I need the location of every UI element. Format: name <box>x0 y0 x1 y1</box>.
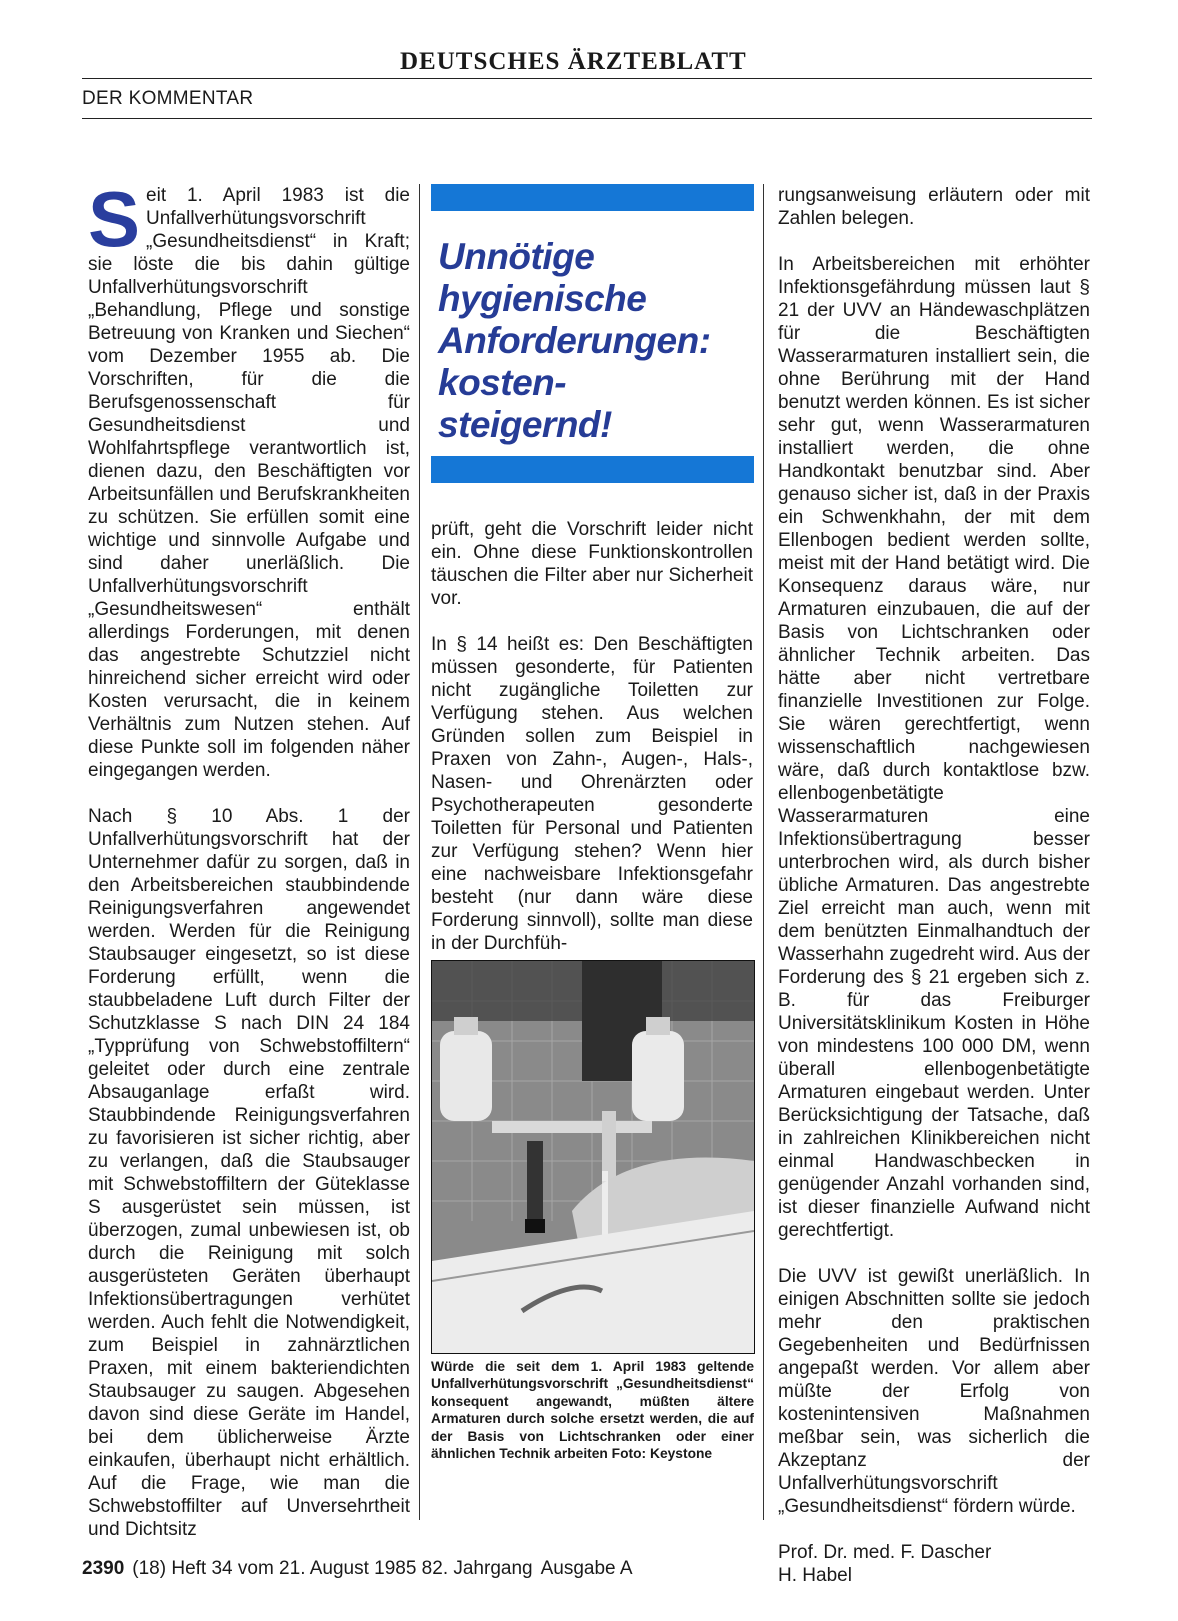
paragraph: In § 14 heißt es: Den Beschäftigten müssen gesonderte, für Patienten nicht zugängliche Toiletten zur Verfügung stehen. Aus welchen Gründen sollen zum Beispiel in Praxen von Zahn-, Augen-, Hals-, Nasen- und Ohrenärzten oder Psychotherapeuten gesonderte Toiletten für Personal und Patienten zur Verfügung stehen? Wenn hier eine nachweisbare Infektionsgefahr besteht (nur dann wäre diese Forderung sinnvoll), sollte man diese in der Durchfüh- <box>431 634 753 954</box>
paragraph: Die UVV ist gewißt unerläßlich. In einigen Abschnitten sollte sie jedoch mehr den praktischen Gegebenheiten und Bedürfnissen angepaßt werden. Vor allem aber müßte der Erfolg von kostenintensiven Maßnahmen meßbar sein, was sicherlich die Akzeptanz der Unfallverhütungsvorschrift „Gesundheitsdienst“ fördern würde. <box>778 1266 1090 1517</box>
header-rule <box>82 78 1092 79</box>
drop-cap: S <box>88 175 141 263</box>
headline-line: hygienische <box>438 278 647 319</box>
author-name: Prof. Dr. med. F. Dascher <box>778 1542 992 1563</box>
paragraph: In Arbeitsbereichen mit erhöhter Infektionsgefährdung müssen laut § 21 der UVV an Händewaschplätzen für die Beschäftigten Wasserarmaturen installiert sein, die ohne Berührung mit der Hand benutzt werden können. Es ist sicher sehr gut, wenn Wasserarmaturen installiert werden, die ohne Handkontakt benutzbar sind. Aber genauso sicher ist, daß in der Praxis ein Schwenkhahn, der mit dem Ellenbogen bedient werden sollte, meist mit der Hand betätigt wird. Die Konsequenz daraus wäre, nur Armaturen einzubauen, die auf der Basis von Lichtschranken oder ähnlicher Technik arbeiten. Das hätte aber nicht vertretbare finanzielle Investitionen zur Folge. Sie wären gerechtfertigt, wenn wissenschaftlich nachgewiesen wäre, daß durch kontaktlose bzw. ellenbogenbetätigte Wasserarmaturen eine Infektionsübertragung besser unterbrochen wird, als durch bisher übliche Armaturen. Das angestrebte Ziel erreicht man auch, wenn mit dem benützten Einmalhandtuch der Wasserhahn zugedreht wird. Aus der Forderung des § 21 ergeben sich z. B. für das Freiburger Universitätsklinikum Kosten in Höhe von mindestens 100 000 DM, wenn überall ellenbogenbetätigte Armaturen eingebaut werden. Unter Berücksichtigung der Tatsache, daß in zahlreichen Klinikbereichen nicht einmal Handwaschbecken in genügender Anzahl vorhanden sind, ist dieser finanzielle Aufwand nicht gerechtfertigt. <box>778 254 1090 1241</box>
author-name: H. Habel <box>778 1565 852 1586</box>
headline-line: Anforderungen: <box>438 320 711 361</box>
article-photo <box>431 960 755 1354</box>
section-rule <box>82 118 1092 119</box>
headline-line: steigernd! <box>438 404 612 445</box>
paragraph: rungsanweisung erläutern oder mit Zahlen belegen. <box>778 185 1090 229</box>
page-footer <box>82 1558 633 1580</box>
masthead: DEUTSCHES ÄRZTEBLATT <box>400 48 747 75</box>
washbasin-photo <box>432 961 754 1353</box>
paragraph: prüft, geht die Vorschrift leider nicht ein. Ohne diese Funktionskontrollen täuschen die Filter aber nur Sicherheit vor. <box>431 519 753 609</box>
paragraph-text: eit 1. April 1983 ist die Unfallverhütungsvorschrift „Gesundheitsdienst“ in Kraft; sie löste die bis dahin gültige Unfallverhütungsvorschrift „Behandlung, Pflege und sonstige Betreuung von Kranken und Siechen“ vom Dezember 1955 ab. Die Vorschriften, für die die Berufsgenossenschaft für Gesundheitsdienst und Wohlfahrtspflege verantwortlich ist, dienen dazu, den Beschäftigten vor Arbeitsunfällen und Berufskrankheiten zu schützen. Sie erfüllen somit eine wichtige und sinnvolle Aufgabe und sind daher unerläßlich. Die Unfallverhütungsvorschrift „Gesundheitswesen“ enthält allerdings Forderungen, mit denen das angestrebte Schutzziel nicht hinreichend sicher erreicht wird oder Kosten verursacht, die in keinem Verhältnis zum Nutzen stehen. Auf diese Punkte soll im folgenden näher eingegangen werden. <box>88 185 410 781</box>
paragraph: Nach § 10 Abs. 1 der Unfallverhütungsvorschrift hat der Unternehmer dafür zu sorgen, daß in den Arbeitsbereichen staubbindende Reinigungsverfahren angewendet werden. Werden für die Reinigung Staubsauger eingesetzt, so ist diese Forderung erfüllt, wenn die staubbeladene Luft durch Filter der Schutzklasse S nach DIN 24 184 „Typprüfung von Schwebstoffiltern“ geleitet oder durch eine zentrale Absauganlage erfaßt wird. Staubbindende Reinigungsverfahren zu favorisieren ist sicher richtig, aber zu verlangen, daß die Staubsauger mit Schwebstoffiltern der Güteklasse S ausgerüstet sein müssen, ist überzogen, zumal unbewiesen ist, ob durch die Reinigung mit solch ausgerüsteten Geräten überhaupt Infektionsübertragungen verhütet werden. Auch fehlt die Notwendigkeit, zum Beispiel in zahnärztlichen Praxen, mit einem bakteriendichten Staubsauger zu saugen. Abgesehen davon sind diese Geräte im Handel, bei dem üblicherweise Ärzte einkaufen, überhaupt nicht erhältlich. Auf die Frage, wie man die Schwebstoffilter auf Unversehrtheit und Dichtsitz <box>88 806 410 1540</box>
article-column-2 <box>431 518 753 978</box>
column-divider <box>419 184 420 1520</box>
headline-bar-top <box>431 184 754 211</box>
photo-caption: Würde die seit dem 1. April 1983 geltende Unfallverhütungsvorschrift „Gesundheitsdienst“ konsequent angewandt, müßten ältere Armaturen durch solche ersetzt werden, die auf der Basis von Lichtschranken oder einer ähnlichen Technik arbeiten Foto: Keystone <box>431 1359 754 1462</box>
section-label: DER KOMMENTAR <box>82 88 254 109</box>
headline-bar-bottom <box>431 456 754 483</box>
headline <box>438 236 758 446</box>
headline-line: kosten- <box>438 362 567 403</box>
edition-label: Ausgabe A <box>540 1558 633 1579</box>
issue-info: (18) Heft 34 vom 21. August 1985 82. Jahrgang <box>132 1558 533 1579</box>
article-column-1 <box>88 175 410 1564</box>
column-divider <box>763 184 764 1520</box>
article-column-3 <box>778 184 1090 1587</box>
headline-line: Unnötige <box>438 236 595 277</box>
page-number: 2390 <box>82 1558 125 1579</box>
paragraph <box>88 175 410 782</box>
